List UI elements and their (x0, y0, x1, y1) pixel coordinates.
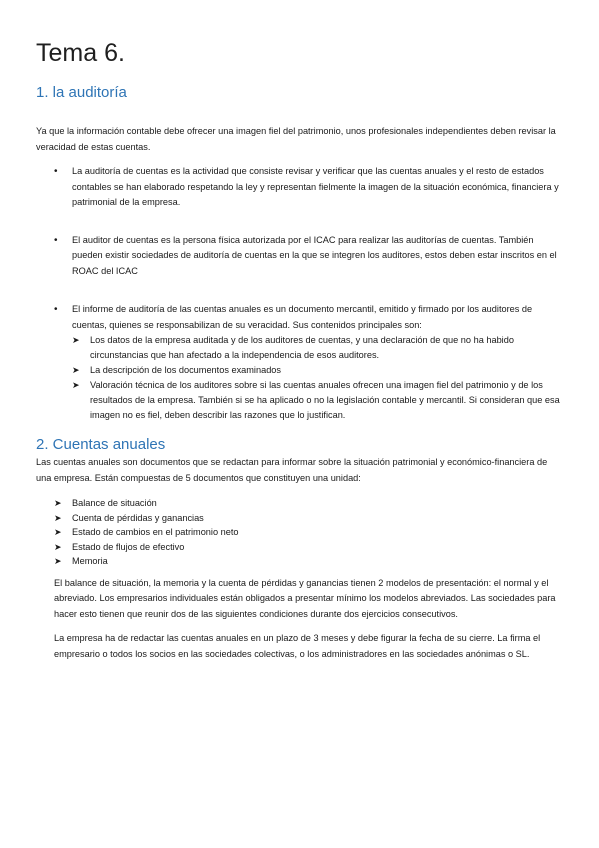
arrow-bullet-icon: ➤ (54, 512, 62, 523)
list-item (36, 496, 563, 511)
arrow-bullet-icon: ➤ (72, 365, 80, 375)
section-1-bullet-list (36, 164, 563, 333)
document-title: Tema 6. (36, 39, 125, 67)
arrow-bullet-icon: ➤ (72, 335, 80, 345)
list-item (36, 554, 563, 569)
section-1-heading: 1. la auditoría (36, 84, 127, 101)
list-item (36, 525, 563, 540)
section-2-heading: 2. Cuentas anuales (36, 436, 166, 453)
list-item (36, 540, 563, 555)
sub-bullet-text: La descripción de los documentos examinados (90, 365, 282, 375)
arrow-bullet-icon: ➤ (54, 541, 62, 552)
report-contents-list (36, 333, 563, 423)
section-1-intro: Ya que la información contable debe ofrecer una imagen fiel del patrimonio, unos profesionales independientes deben revisar la veracidad de estas cuentas. (36, 126, 556, 152)
item-text: Estado de cambios en el patrimonio neto (72, 527, 239, 537)
section-2-paragraph-2: La empresa ha de redactar las cuentas anuales en un plazo de 3 meses y debe figurar la fecha de su cierre. La firma el empresario o todos los socios en las sociedades colectivas, o los administradores en las sociedades anónimas o SL. (54, 633, 541, 659)
bullet-text: El auditor de cuentas es la persona física autorizada por el ICAC para realizar las auditorías de cuentas. También pueden existir sociedades de auditoría de cuentas en la que se integren los auditores, estos deben estar inscritos en el ROAC del ICAC (72, 234, 557, 276)
list-item (36, 511, 563, 526)
arrow-bullet-icon: ➤ (54, 527, 62, 537)
annual-accounts-list (36, 496, 563, 569)
item-text: Memoria (72, 556, 108, 566)
list-item (54, 363, 563, 378)
list-item (54, 333, 563, 363)
bullet-text: El informe de auditoría de las cuentas anuales es un documento mercantil, emitido y firmado por los auditores de cuentas, quienes se responsabilizan de su veracidad. Sus contenidos principales son: (72, 304, 533, 330)
list-item (36, 302, 563, 333)
section-2-intro: Las cuentas anuales son documentos que se redactan para informar sobre la situación patrimonial y económico-financiera de una empresa. Están compuestas de 5 documentos que constituyen una unidad: (36, 457, 548, 483)
section-2-paragraph-1: El balance de situación, la memoria y la cuenta de pérdidas y ganancias tienen 2 modelos de presentación: el normal y el abreviado. Los empresarios individuales están obligados a presentar mínimo los modelos abreviados. Las sociedades para hacer esto tienen que reunir dos de las siguientes condiciones durante dos ejercicios consecutivos. (54, 577, 556, 619)
list-item (36, 233, 563, 280)
list-item (54, 378, 563, 423)
list-item (36, 164, 563, 211)
item-text: Estado de flujos de efectivo (72, 541, 185, 552)
arrow-bullet-icon: ➤ (72, 380, 80, 390)
bullet-text: La auditoría de cuentas es la actividad que consiste revisar y verificar que las cuentas anuales y el resto de estados contables se han elaborado respetando la ley y representan fielmente la imagen de la situación económica, financiera y patrimonial de la empresa. (72, 166, 559, 207)
item-text: Cuenta de pérdidas y ganancias (72, 512, 204, 523)
arrow-bullet-icon: ➤ (54, 498, 62, 508)
arrow-bullet-icon: ➤ (54, 556, 62, 566)
sub-bullet-text: Los datos de la empresa auditada y de los auditores de cuentas, y una declaración de que no ha habido circunstancias que han afectado a la independencia de esos auditores. (90, 335, 514, 360)
sub-bullet-text: Valoración técnica de los auditores sobre si las cuentas anuales ofrecen una imagen fiel del patrimonio y de los resultados de la empresa. También si se ha aplicado o no la legislación contable y mercantil. Si consideran que esa imagen no es fiel, deben describir las razones que lo justifican. (90, 380, 560, 420)
item-text: Balance de situación (72, 498, 157, 508)
